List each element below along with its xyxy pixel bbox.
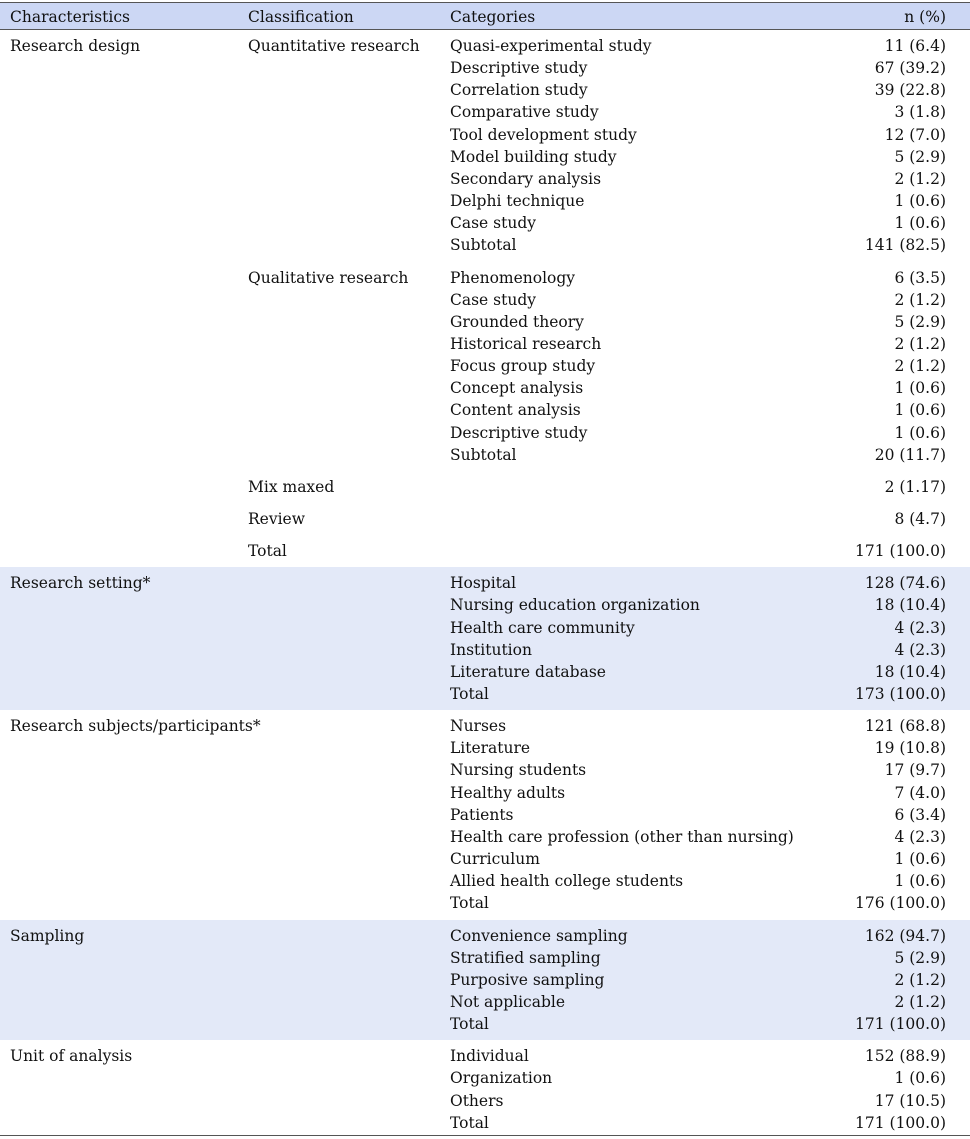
n-percent-value: 1 (0.6) (894, 872, 946, 891)
n-percent-value: 5 (2.9) (894, 312, 946, 331)
n-percent-value: 4 (2.3) (894, 827, 946, 846)
n-percent-value: 18 (10.4) (874, 596, 946, 615)
category-label: Healthy adults (450, 783, 566, 802)
characteristic-label: Unit of analysis (10, 1047, 133, 1066)
header-n-percent: n (%) (904, 8, 946, 26)
characteristic-label: Research design (10, 37, 141, 55)
classification-label: Qualitative research (248, 268, 409, 287)
n-percent-value: 171 (100.0) (855, 1113, 946, 1132)
category-label: Subtotal (450, 236, 517, 255)
n-percent-value: 17 (10.5) (874, 1091, 946, 1110)
category-label: Stratified sampling (450, 948, 601, 967)
header-characteristics: Characteristics (10, 8, 130, 26)
n-percent-value: 173 (100.0) (855, 685, 946, 704)
n-percent-value: 121 (68.8) (864, 717, 946, 736)
n-percent-value: 4 (2.3) (894, 618, 946, 637)
n-percent-value: 152 (88.9) (864, 1047, 946, 1066)
n-percent-value: 6 (3.5) (894, 268, 946, 287)
category-label: Quasi-experimental study (450, 37, 652, 55)
table-section (0, 710, 970, 919)
classification-label: Mix maxed (248, 477, 335, 496)
n-percent-value: 171 (100.0) (855, 542, 946, 561)
n-percent-value: 17 (9.7) (884, 761, 946, 780)
category-label: Allied health college students (450, 872, 684, 891)
category-label: Correlation study (450, 81, 588, 100)
n-percent-value: 1 (0.6) (894, 192, 946, 211)
n-percent-value: 5 (2.9) (894, 147, 946, 166)
category-label: Organization (450, 1069, 553, 1088)
category-label: Grounded theory (450, 312, 584, 331)
n-percent-value: 2 (1.17) (884, 477, 946, 496)
category-label: Total (450, 685, 489, 704)
n-percent-value: 67 (39.2) (874, 59, 946, 78)
n-percent-value: 11 (6.4) (884, 37, 946, 55)
n-percent-value: 1 (0.6) (894, 379, 946, 398)
characteristic-label: Research setting* (10, 574, 151, 593)
category-label: Individual (450, 1047, 529, 1066)
category-label: Nurses (450, 717, 507, 736)
n-percent-value: 8 (4.7) (894, 510, 946, 528)
n-percent-value: 5 (2.9) (894, 948, 946, 967)
category-label: Purposive sampling (450, 970, 605, 989)
n-percent-value: 20 (11.7) (874, 445, 946, 464)
category-label: Model building study (450, 147, 617, 166)
category-label: Curriculum (450, 850, 540, 869)
n-percent-value: 39 (22.8) (874, 81, 946, 100)
category-label: Content analysis (450, 401, 581, 420)
category-label: Health care community (450, 618, 635, 637)
category-label: Institution (450, 640, 532, 659)
table-section (0, 30, 970, 567)
table-section (0, 567, 970, 710)
n-percent-value: 1 (0.6) (894, 423, 946, 442)
category-label: Delphi technique (450, 192, 585, 211)
category-label: Literature (450, 739, 531, 758)
classification-label: Review (248, 510, 305, 528)
category-label: Total (450, 894, 489, 913)
n-percent-value: 3 (1.8) (894, 103, 946, 122)
category-label: Literature database (450, 662, 606, 681)
classification-label: Total (248, 542, 287, 561)
n-percent-value: 141 (82.5) (864, 236, 946, 255)
n-percent-value: 1 (0.6) (894, 401, 946, 420)
category-label: Case study (450, 290, 536, 309)
n-percent-value: 1 (0.6) (894, 850, 946, 869)
n-percent-value: 7 (4.0) (894, 783, 946, 802)
n-percent-value: 128 (74.6) (864, 574, 946, 593)
category-label: Patients (450, 805, 514, 824)
n-percent-value: 19 (10.8) (874, 739, 946, 758)
category-label: Descriptive study (450, 59, 588, 78)
n-percent-value: 2 (1.2) (894, 357, 946, 376)
n-percent-value: 1 (0.6) (894, 214, 946, 233)
characteristic-label: Sampling (10, 926, 85, 945)
n-percent-value: 2 (1.2) (894, 169, 946, 188)
category-label: Health care profession (other than nursing) (450, 827, 794, 846)
n-percent-value: 2 (1.2) (894, 992, 946, 1011)
n-percent-value: 18 (10.4) (874, 662, 946, 681)
category-label: Total (450, 1015, 489, 1034)
category-label: Phenomenology (450, 268, 576, 287)
category-label: Convenience sampling (450, 926, 628, 945)
category-label: Others (450, 1091, 504, 1110)
table-header (0, 2, 970, 30)
category-label: Subtotal (450, 445, 517, 464)
n-percent-value: 1 (0.6) (894, 1069, 946, 1088)
table-bottom-rule (0, 1135, 970, 1136)
n-percent-value: 2 (1.2) (894, 334, 946, 353)
category-label: Descriptive study (450, 423, 588, 442)
category-label: Historical research (450, 334, 602, 353)
category-label: Hospital (450, 574, 517, 593)
category-label: Case study (450, 214, 536, 233)
n-percent-value: 12 (7.0) (884, 125, 946, 144)
header-classification: Classification (248, 8, 354, 26)
classification-label: Quantitative research (248, 37, 420, 55)
category-label: Tool development study (450, 125, 637, 144)
n-percent-value: 4 (2.3) (894, 640, 946, 659)
n-percent-value: 6 (3.4) (894, 805, 946, 824)
header-categories: Categories (450, 8, 536, 26)
n-percent-value: 171 (100.0) (855, 1015, 946, 1034)
category-label: Nursing education organization (450, 596, 700, 615)
n-percent-value: 2 (1.2) (894, 970, 946, 989)
category-label: Total (450, 1113, 489, 1132)
category-label: Concept analysis (450, 379, 584, 398)
category-label: Nursing students (450, 761, 587, 780)
table-section (0, 1040, 970, 1139)
category-label: Focus group study (450, 357, 596, 376)
n-percent-value: 176 (100.0) (855, 894, 946, 913)
n-percent-value: 162 (94.7) (864, 926, 946, 945)
n-percent-value: 2 (1.2) (894, 290, 946, 309)
category-label: Not applicable (450, 992, 566, 1011)
characteristic-label: Research subjects/participants* (10, 717, 261, 736)
category-label: Comparative study (450, 103, 599, 122)
table-section (0, 920, 970, 1041)
category-label: Secondary analysis (450, 169, 602, 188)
